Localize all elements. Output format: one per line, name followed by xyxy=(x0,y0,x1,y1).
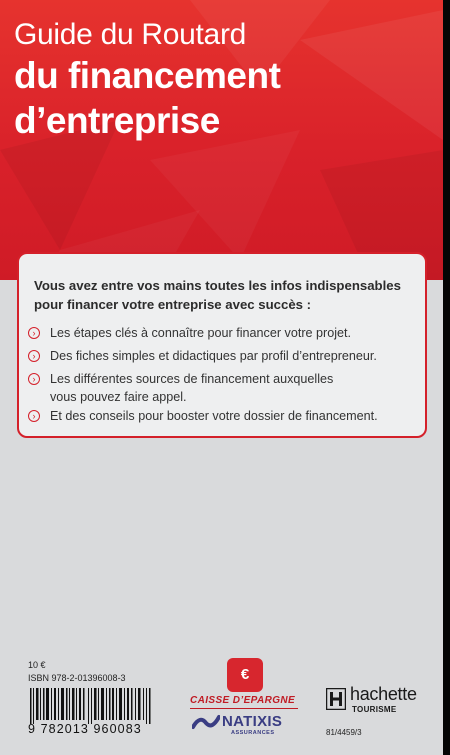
bullet-text: Les étapes clés à connaître pour financer votre projet. xyxy=(50,326,352,340)
bullet-text-continued: vous pouvez faire appel. xyxy=(50,390,187,404)
barcode xyxy=(30,688,155,724)
arrow-circle-icon: › xyxy=(28,373,40,385)
bullet-text: Et des conseils pour booster votre dossier de financement. xyxy=(50,409,378,423)
panel-intro: Vous avez entre vos mains toutes les infos indispensables pour financer votre entreprise avec succès : xyxy=(34,278,401,312)
natixis-name: NATIXIS xyxy=(222,713,283,730)
caisse-epargne-logo: € xyxy=(227,658,263,692)
arrow-circle-icon: › xyxy=(28,410,40,422)
isbn: ISBN 978-2-01396008-3 xyxy=(28,673,126,683)
barcode-digits: 9 782013 960083 xyxy=(28,722,142,736)
arrow-circle-icon: › xyxy=(28,327,40,339)
natixis-logo-icon xyxy=(192,713,220,731)
bullet-text: Des fiches simples et didactiques par profil d’entrepreneur. xyxy=(50,349,377,363)
divider xyxy=(190,708,298,709)
publisher-name: hachette xyxy=(350,684,417,704)
bullet-text: Les différentes sources de financement auxquelles xyxy=(50,372,334,386)
title-line-2: du financement xyxy=(14,55,281,96)
hachette-logo-icon xyxy=(326,688,346,710)
caisse-epargne-name: CAISSE D’EPARGNE xyxy=(190,695,296,706)
price: 10 € xyxy=(28,660,46,670)
publisher-subtitle: TOURISME xyxy=(352,705,397,714)
summary-panel xyxy=(17,252,427,438)
title-line-1: Guide du Routard xyxy=(14,18,247,51)
product-code: 81/4459/3 xyxy=(326,728,362,737)
title-line-3: d’entreprise xyxy=(14,100,220,141)
book-edge xyxy=(443,0,450,755)
arrow-circle-icon: › xyxy=(28,350,40,362)
red-banner xyxy=(0,0,443,280)
natixis-subtitle: ASSURANCES xyxy=(231,730,275,736)
